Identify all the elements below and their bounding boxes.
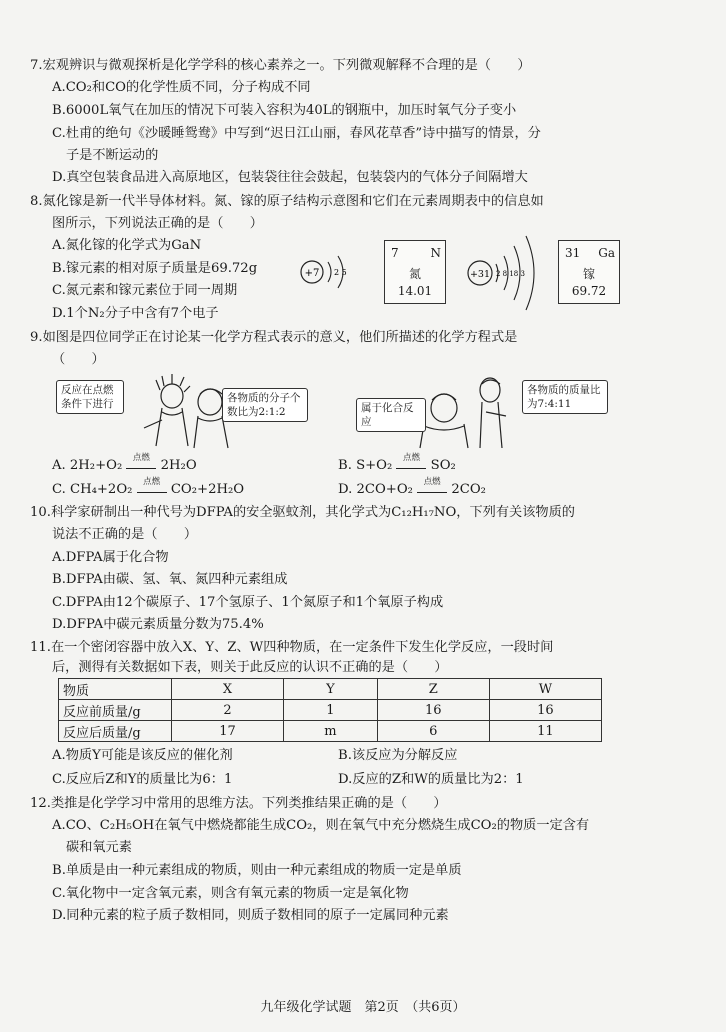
q11-data-table [58,678,602,742]
q9-c-condition: 点燃 [137,480,167,500]
q12-option-a: A.CO、C₂H₅OH在氧气中燃烧都能生成CO₂，则在氧气中充分燃烧生成CO₂的物质一定含有 [52,818,590,833]
ga-nucleus: +31 [469,269,491,280]
gallium-atom-diagram [464,232,552,314]
ga-mass: 69.72 [571,284,607,298]
n-name: 氮 [408,267,421,281]
table-cell: 6 [377,721,489,742]
q10-option-a: A.DFPA属于化合物 [52,550,169,565]
q9-a-reactants: A. 2H₂+O₂ [52,458,123,473]
table-cell: m [284,721,378,742]
table-row [59,700,602,721]
q9-a-products: 2H₂O [160,458,197,473]
q10-stem-cont: 说法不正确的是（ ） [52,527,198,542]
table-cell: Z [377,679,489,700]
gallium-element-box [558,240,620,304]
q12-option-b: B.单质是由一种元素组成的物质，则由一种元素组成的物质一定是单质 [52,863,462,878]
table-cell: 反应后质量/g [59,721,172,742]
ga-symbol: Ga [598,246,615,260]
q12-option-a-cont: 碳和氧元素 [66,840,132,855]
q9-option-b [338,453,598,476]
table-cell: 16 [489,700,601,721]
q8-option-d: D.1个N₂分子中含有7个电子 [52,306,219,321]
q10-stem: 10.科学家研制出一种代号为DFPA的安全驱蚊剂，其化学式为C₁₂H₁₇NO，下列有关该物质的 [30,505,575,520]
q12-option-d: D.同种元素的粒子质子数相同，则质子数相同的原子一定属同种元素 [52,908,449,923]
q8-option-c: C.氮元素和镓元素位于同一周期 [52,283,238,298]
q7-stem: 7.宏观辨识与微观探析是化学学科的核心素养之一。下列微观解释不合理的是（ ） [30,58,531,73]
q9-option-c [52,477,312,500]
page-footer: 九年级化学试题 第2页 （共6页） [260,1000,466,1015]
q11-stem-cont: 后，测得有关数据如下表，则关于此反应的认识不正确的是（ ） [52,660,448,675]
student-boy-2 [420,394,468,448]
ga-name: 镓 [582,267,595,281]
speech-bubble-4: 各物质的质量比为7:4:11 [522,380,608,414]
speech-bubble-3: 属于化合反应 [356,398,426,432]
table-cell: 物质 [59,679,172,700]
q10-option-c: C.DFPA由12个碳原子、17个氢原子、1个氮原子和1个氧原子构成 [52,595,444,610]
q7-option-c: C.杜甫的绝句《沙暖睡鸳鸯》中写到“迟日江山丽，春风花草香”诗中描写的情景，分 [52,126,541,141]
q9-c-reactants: C. CH₄+2O₂ [52,482,133,497]
q11-stem: 11.在一个密闭容器中放入X、Y、Z、W四种物质，在一定条件下发生化学反应，一段时间 [30,640,554,655]
table-cell: 反应前质量/g [59,700,172,721]
q9-a-condition: 点燃 [126,456,156,476]
q11-option-c: C.反应后Z和Y的质量比为6：1 [52,772,233,787]
table-cell: 17 [172,721,284,742]
q9-b-condition: 点燃 [396,456,426,476]
table-cell: X [172,679,284,700]
q11-option-d: D.反应的Z和W的质量比为2：1 [338,772,524,787]
q9-b-products: SO₂ [430,458,456,473]
q11-option-a: A.物质Y可能是该反应的催化剂 [52,748,233,763]
q8-stem: 8.氮化镓是新一代半导体材料。氮、镓的原子结构示意图和它们在元素周期表中的信息如 [30,194,544,209]
q8-option-a: A.氮化镓的化学式为GaN [52,238,202,253]
student-boy-3 [480,378,506,448]
q7-option-b: B.6000L氧气在加压的情况下可装入容积为40L的钢瓶中，加压时氧气分子变小 [52,103,517,118]
q9-paren: （ ） [52,352,105,367]
q12-option-c: C.氧化物中一定含氧元素，则含有氧元素的物质一定是氧化物 [52,886,409,901]
q9-option-d [338,477,598,500]
q7-option-c-cont: 子是不断运动的 [66,148,159,163]
q9-b-reactants: B. S+O₂ [338,458,393,473]
speech-bubble-1: 反应在点燃条件下进行 [56,380,124,414]
nitrogen-atom-diagram [296,250,368,294]
table-cell: 1 [284,700,378,721]
n-mass: 14.01 [397,284,433,298]
student-girl [144,374,190,446]
q10-option-d: D.DFPA中碳元素质量分数为75.4% [52,617,264,632]
table-cell: W [489,679,601,700]
q9-d-products: 2CO₂ [451,482,486,497]
n-shells: 2 5 [334,268,347,277]
speech-bubble-2: 各物质的分子个数比为2:1:2 [222,388,308,422]
q9-d-condition: 点燃 [417,480,447,500]
table-cell: Y [284,679,378,700]
q11-option-b: B.该反应为分解反应 [338,748,458,763]
q12-stem: 12.类推是化学学习中常用的思维方法。下列类推结果正确的是（ ） [30,796,447,811]
table-row [59,721,602,742]
q9-c-products: CO₂+2H₂O [170,482,245,497]
table-cell: 2 [172,700,284,721]
q10-option-b: B.DFPA由碳、氢、氧、氮四种元素组成 [52,572,288,587]
q8-stem-cont: 图所示，下列说法正确的是（ ） [52,216,263,231]
q7-option-d: D.真空包装食品进入高原地区，包装袋往往会鼓起，包装袋内的气体分子间隔增大 [52,170,528,185]
n-symbol: N [430,246,441,260]
q9-stem: 9.如图是四位同学正在讨论某一化学方程式表示的意义，他们所描述的化学方程式是 [30,330,518,345]
ga-shells: 2 8 18 3 [496,270,525,278]
table-cell: 16 [377,700,489,721]
table-cell: 11 [489,721,601,742]
nitrogen-element-box [384,240,446,304]
ga-atomic-number: 31 [565,246,581,260]
q9-d-reactants: D. 2CO+O₂ [338,482,413,497]
q9-option-a [52,453,312,476]
q7-option-a: A.CO₂和CO的化学性质不同，分子构成不同 [52,80,311,95]
n-nucleus: +7 [304,268,320,279]
table-row [59,679,602,700]
n-atomic-number: 7 [391,246,399,260]
q8-option-b: B.镓元素的相对原子质量是69.72g [52,261,258,276]
